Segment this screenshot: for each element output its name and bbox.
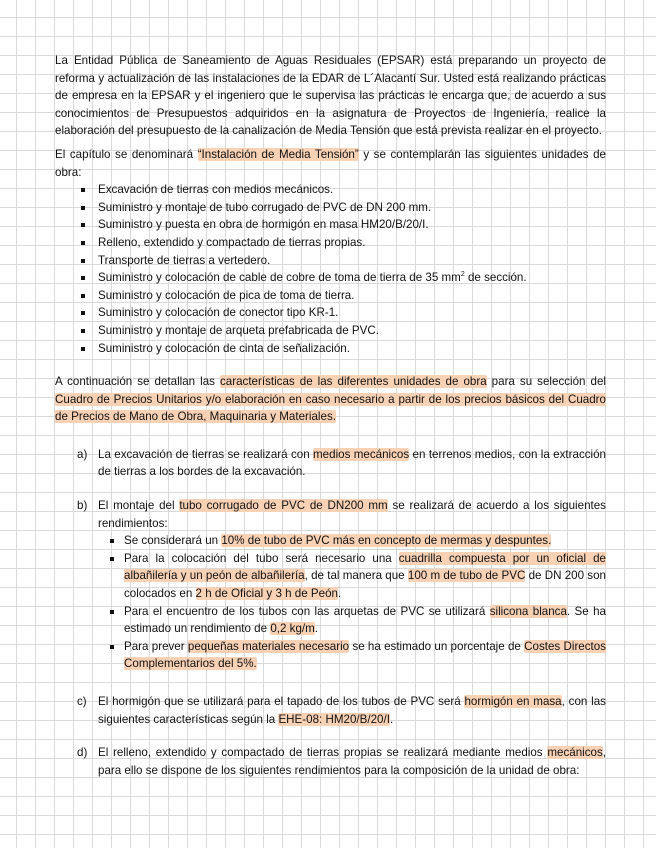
item-a — [77, 446, 606, 481]
item-text: La excavación de tierras se realizará con — [98, 447, 314, 461]
sub-highlight: silicona blanca — [489, 604, 567, 618]
item-text: El hormigón que se utilizará para el tapado de los tubos de PVC será — [98, 695, 465, 708]
sub-highlight: cuadrilla compuesta por un oficial de albañilería y un peón de albañilería — [124, 551, 606, 583]
sub-text: , de tal manera que — [304, 569, 408, 583]
sub-text: Para prever — [124, 639, 188, 653]
item-text: El relleno, extendido y compactado de tierras propias se realizará mediante medios — [98, 746, 548, 760]
item-text: , para ello se dispone de los siguientes rendimientos para la composición de la unidad de obra: — [98, 746, 606, 777]
details-highlight: Cuadro de Precios Unitarios y/o elaboración en caso necesario a partir de los precios básicos del Cuadro de Precios de Mano de Obra, Maquinaria y Materiales. — [55, 392, 606, 424]
work-unit-item: Suministro y puesta en obra de hormigón en masa HM20/B/20/I. — [55, 216, 606, 234]
item-text: se realizará de acuerdo a los siguientes rendimientos: — [98, 499, 606, 530]
sub-text: de DN 200 son colocados en — [124, 569, 606, 601]
cable-superscript: 2 — [460, 271, 465, 279]
sub-highlight: pequeñas materiales necesario — [187, 639, 350, 653]
item-text: . — [389, 712, 394, 726]
sub-item — [98, 532, 606, 550]
chapter-text-before: El capítulo se denominará — [55, 147, 198, 161]
sub-text: . — [337, 587, 342, 601]
work-unit-item: Suministro y colocación de conector tipo KR-1. — [55, 304, 606, 322]
chapter-text-after: y se contemplarán las siguientes unidades de obra: — [55, 147, 606, 179]
work-unit-item: Relleno, extendido y compactado de tierras propias. — [55, 234, 606, 252]
sub-highlight: 100 m de tubo de PVC — [407, 569, 526, 583]
cable-text-after: de sección. — [464, 271, 527, 285]
sub-text: Se considerará un — [124, 534, 222, 548]
item-c — [77, 693, 606, 728]
item-text: en terrenos medios, con la extracción de tierras a los bordes de la excavación. — [98, 447, 607, 479]
sub-text: Para el encuentro de los tubos con las arquetas de PVC se utilizará — [124, 604, 490, 618]
item-highlight: mecánicos — [547, 746, 603, 760]
item-b-sublist — [98, 532, 606, 673]
sub-item — [98, 638, 606, 673]
details-highlight: características de las diferentes unidades de obra — [219, 375, 487, 389]
item-label: b) — [77, 499, 88, 513]
intro-paragraph: La Entidad Pública de Saneamiento de Aguas Residuales (EPSAR) está preparando un proyecto de reforma y actualización de las instalaciones de la EDAR de L´Alacantí Sur. Usted está realizando prácticas de empresa en la EPSAR y el ingeniero que le supervisa las prácticas le encarga que, de acuerdo a sus conocimientos de Presupuestos adquiridos en la asignatura de Proyectos de Ingeniería, realice la elaboración del presupuesto de la canalización de Media Tensión que está prevista realizar en el proyecto. — [55, 54, 606, 138]
chapter-name-highlight: “Instalación de Media Tensión” — [197, 147, 359, 161]
details-paragraph — [55, 373, 606, 426]
sub-item — [98, 603, 606, 638]
item-highlight: tubo corrugado de PVC de DN200 mm — [179, 499, 388, 513]
details-text: A continuación se detallan las — [55, 375, 220, 389]
sub-text: . — [314, 622, 319, 636]
sub-highlight: 10% de tubo de PVC más en concepto de mermas y despuntes. — [221, 534, 552, 548]
sub-item — [98, 550, 606, 603]
item-highlight: EHE-08: HM20/B/20/I — [278, 712, 390, 726]
work-unit-item: Suministro y colocación de cinta de señalización. — [55, 340, 606, 358]
item-label: d) — [77, 746, 88, 760]
work-unit-item: Excavación de tierras con medios mecánicos. — [55, 181, 606, 199]
work-unit-item: Suministro y colocación de pica de toma de tierra. — [55, 287, 606, 305]
document-page — [55, 52, 606, 779]
sub-text: Para la colocación del tubo será necesario una — [124, 551, 399, 565]
sub-highlight: 2 h de Oficial y 3 h de Peón — [195, 587, 338, 601]
detail-items — [77, 446, 606, 780]
work-unit-item: Suministro y montaje de tubo corrugado de PVC de DN 200 mm. — [55, 199, 606, 217]
chapter-paragraph — [55, 146, 606, 181]
item-text: El montaje del — [98, 499, 180, 513]
item-highlight: hormigón en masa — [464, 695, 562, 708]
cable-text: Suministro y colocación de cable de cobre de toma de tierra de 35 mm — [98, 271, 461, 285]
sub-text: . Se ha estimado un rendimiento de — [124, 604, 606, 636]
work-units-list — [55, 181, 606, 357]
item-highlight: medios mecánicos — [313, 447, 410, 461]
item-d — [77, 744, 606, 779]
sub-highlight: Costes Directos Complementarios del 5%. — [124, 639, 607, 671]
sub-highlight: 0,2 kg/m — [270, 622, 315, 636]
item-label: c) — [77, 695, 87, 708]
work-unit-item: Suministro y montaje de arqueta prefabricada de PVC. — [55, 322, 606, 340]
sub-text: se ha estimado un porcentaje de — [349, 639, 525, 653]
work-unit-item: Transporte de tierras a vertedero. — [55, 252, 606, 270]
item-label: a) — [77, 447, 88, 461]
work-unit-item — [55, 269, 606, 287]
item-text: , con las siguientes características según la — [98, 695, 606, 726]
details-text: para su selección del — [486, 375, 606, 389]
item-b — [77, 497, 606, 673]
